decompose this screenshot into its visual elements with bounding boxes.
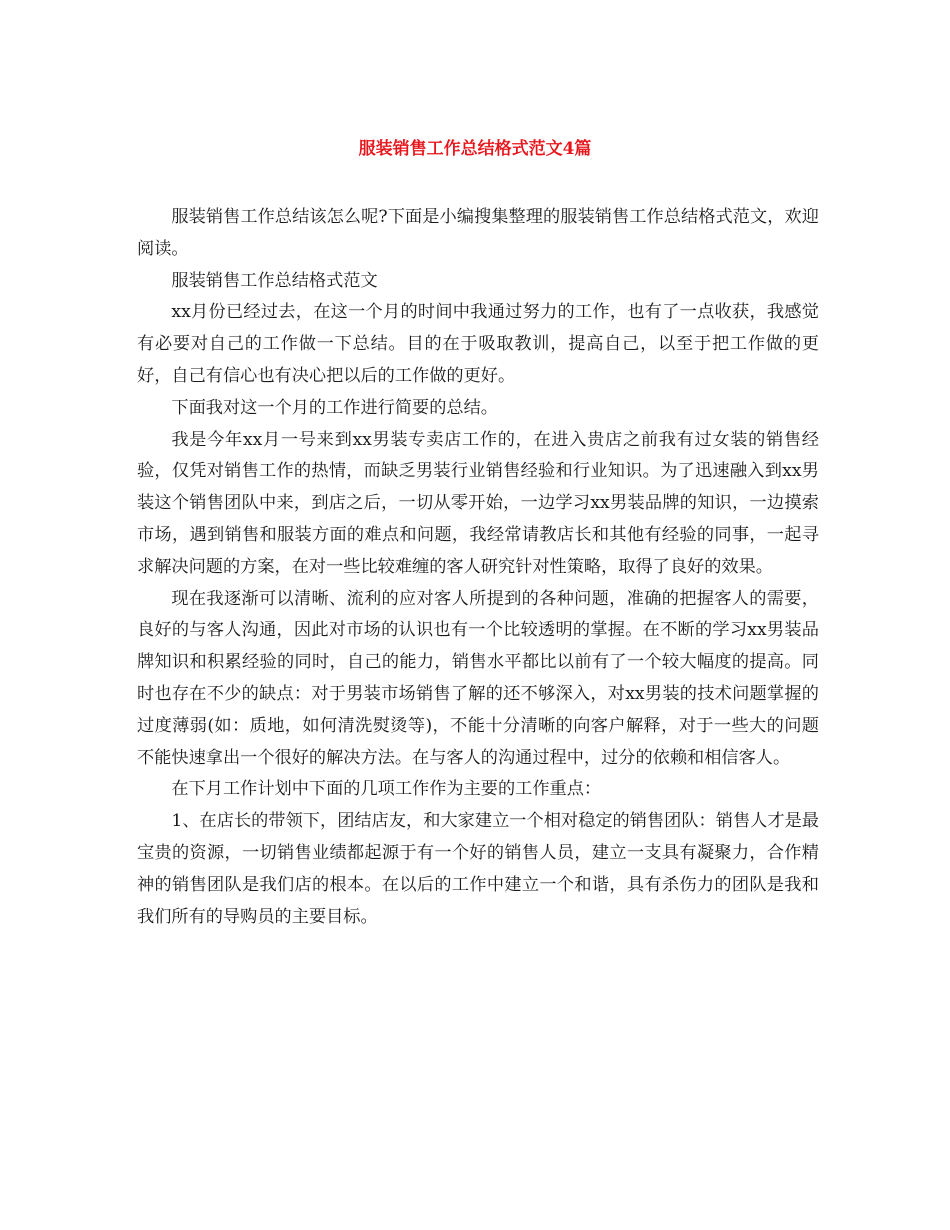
paragraph-subheading: 服装销售工作总结格式范文 <box>171 270 378 291</box>
document-body <box>137 202 819 933</box>
paragraph: 现在我逐渐可以清晰、流利的应对客人所提到的各种问题，准确的把握客人的需要，良好的与客人沟通，因此对市场的认识也有一个比较透明的掌握。在不断的学习xx男装品牌知识和积累经验的同时，自己的能力，销售水平都比以前有了一个较大幅度的提高。同时也存在不少的缺点：对于男装市场销售了解的还不够深入，对xx男装的技术问题掌握的过度薄弱(如：质地，如何清洗熨烫等)，不能十分清晰的向客户解释，对于一些大的问题不能快速拿出一个很好的解决方法。在与客人的沟通过程中，过分的依赖和相信客人。 <box>137 588 819 768</box>
document-title: 服装销售工作总结格式范文4篇 <box>358 139 592 159</box>
paragraph: 我是今年xx月一号来到xx男装专卖店工作的，在进入贵店之前我有过女装的销售经验，仅凭对销售工作的热情，而缺乏男装行业销售经验和行业知识。为了迅速融入到xx男装这个销售团队中来，到店之后，一切从零开始，一边学习xx男装品牌的知识，一边摸索市场，遇到销售和服装方面的难点和问题，我经常请教店长和其他有经验的同事，一起寻求解决问题的方案，在对一些比较难缠的客人研究针对性策略，取得了良好的效果。 <box>137 429 819 577</box>
paragraph-intro: 服装销售工作总结该怎么呢?下面是小编搜集整理的服装销售工作总结格式范文，欢迎阅读。 <box>137 207 819 259</box>
paragraph: 1、在店长的带领下，团结店友，和大家建立一个相对稳定的销售团队：销售人才是最宝贵的资源，一切销售业绩都起源于有一个好的销售人员，建立一支具有凝聚力，合作精神的销售团队是我们店的根本。在以后的工作中建立一个和谐，具有杀伤力的团队是我和我们所有的导购员的主要目标。 <box>137 811 819 927</box>
paragraph: 在下月工作计划中下面的几项工作作为主要的工作重点： <box>171 779 602 800</box>
paragraph: 下面我对这一个月的工作进行简要的总结。 <box>171 397 498 418</box>
paragraph: xx月份已经过去，在这一个月的时间中我通过努力的工作，也有了一点收获，我感觉有必要对自己的工作做一下总结。目的在于吸取教训，提高自己，以至于把工作做的更好，自己有信心也有决心把以后的工作做的更好。 <box>137 302 819 386</box>
